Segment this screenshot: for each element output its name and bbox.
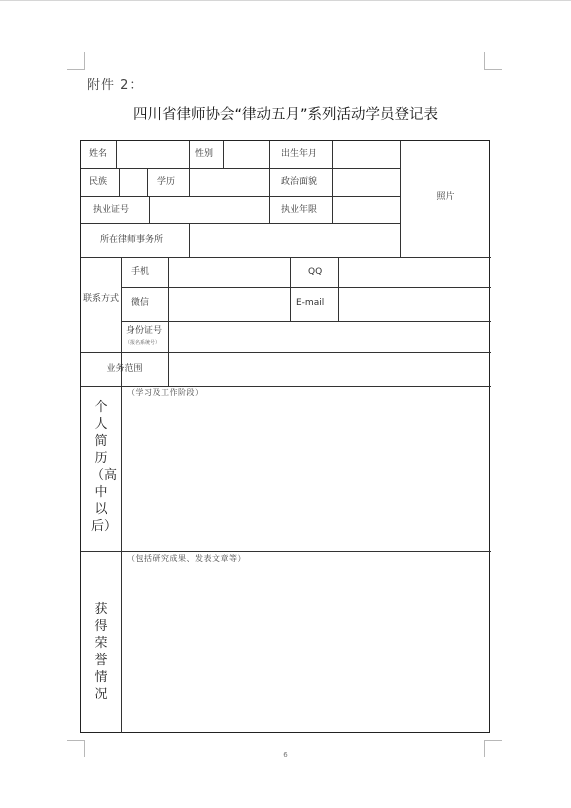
name-field[interactable] bbox=[117, 142, 188, 167]
wechat-field[interactable] bbox=[169, 288, 289, 320]
ethnicity-field[interactable] bbox=[120, 169, 146, 195]
honors-field[interactable] bbox=[122, 552, 490, 732]
law-firm-label: 所在律师事务所 bbox=[100, 235, 164, 245]
grid-line bbox=[147, 168, 148, 196]
grid-line bbox=[269, 141, 270, 223]
political-status-field[interactable] bbox=[333, 169, 399, 195]
form-title: 四川省律师协会“律动五月”系列活动学员登记表 bbox=[132, 107, 439, 123]
id-number-note: （报名系统号） bbox=[125, 340, 161, 346]
business-scope-label: 业务范围 bbox=[106, 364, 143, 374]
page-number: 6 bbox=[283, 751, 288, 759]
resume-label: 个人简历（高中以后） bbox=[91, 400, 118, 534]
grid-line bbox=[290, 257, 291, 321]
honors-note: （包括研究成果、发表文章等） bbox=[127, 554, 246, 563]
mobile-field[interactable] bbox=[169, 258, 289, 286]
law-firm-field[interactable] bbox=[190, 224, 399, 256]
page-top-edge bbox=[0, 0, 571, 1]
political-status-label: 政治面貌 bbox=[281, 177, 318, 187]
id-number-field[interactable] bbox=[169, 322, 490, 351]
practice-years-label: 执业年限 bbox=[281, 205, 318, 215]
birth-label: 出生年月 bbox=[281, 149, 318, 159]
education-label: 学历 bbox=[157, 177, 176, 187]
gender-label: 性别 bbox=[195, 149, 214, 159]
birth-field[interactable] bbox=[333, 142, 399, 167]
mobile-label: 手机 bbox=[131, 267, 150, 277]
contact-label: 联系方式 bbox=[82, 294, 119, 304]
license-number-field[interactable] bbox=[150, 197, 268, 222]
business-scope-field[interactable] bbox=[169, 353, 490, 385]
resume-field[interactable] bbox=[122, 387, 490, 550]
gender-field[interactable] bbox=[224, 142, 268, 167]
qq-label: QQ bbox=[308, 267, 323, 277]
id-number-label: 身份证号 bbox=[126, 326, 163, 336]
name-label: 姓名 bbox=[89, 149, 108, 159]
registration-form bbox=[80, 140, 490, 733]
education-field[interactable] bbox=[190, 169, 268, 195]
practice-years-field[interactable] bbox=[333, 197, 399, 222]
license-number-label: 执业证号 bbox=[93, 205, 130, 215]
email-label: E-mail bbox=[296, 298, 325, 308]
attachment-label: 附件 2： bbox=[87, 78, 144, 93]
wechat-label: 微信 bbox=[131, 298, 150, 308]
photo-label: 照片 bbox=[436, 192, 455, 202]
email-field[interactable] bbox=[339, 288, 490, 320]
honors-label: 获得荣誉情况 bbox=[94, 602, 108, 702]
qq-field[interactable] bbox=[339, 258, 490, 286]
photo-area[interactable] bbox=[401, 142, 490, 256]
ethnicity-label: 民族 bbox=[89, 177, 108, 187]
resume-note: （学习及工作阶段） bbox=[127, 388, 204, 397]
grid-line bbox=[189, 141, 190, 168]
